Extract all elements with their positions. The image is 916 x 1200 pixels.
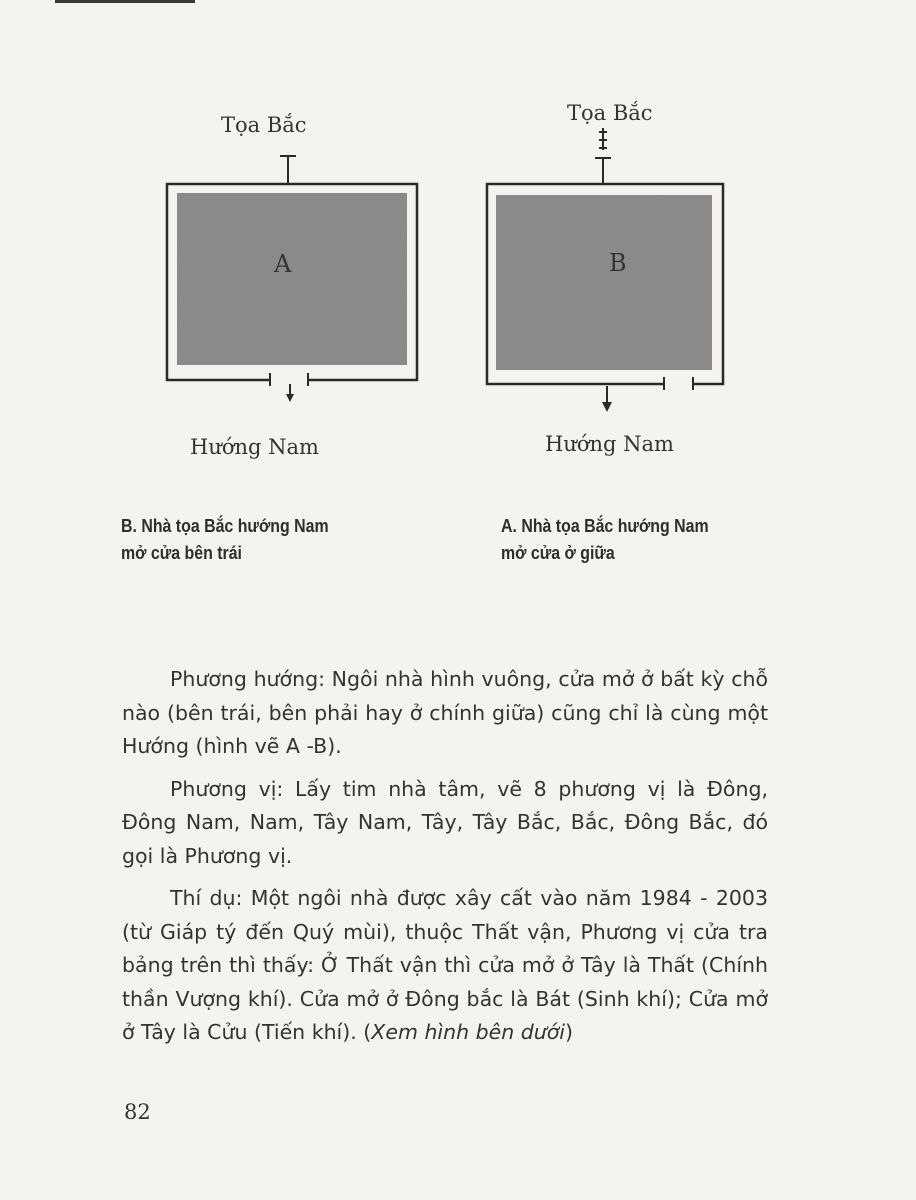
body-text — [122, 663, 768, 1059]
paragraph-phuong-vi: Phương vị: Lấy tim nhà tâm, vẽ 8 phương vị là Đông, Đông Nam, Nam, Tây Nam, Tây, Tây Bắc, Bắc, Đông Bắc, đó gọi là Phương vị. — [122, 776, 768, 868]
caption-left — [121, 512, 329, 566]
caption-right-line1: A. Nhà tọa Bắc hướng Nam — [501, 515, 709, 536]
label-left-huong-nam: Hướng Nam — [190, 435, 319, 459]
letter-a: A — [274, 250, 292, 278]
label-left-toa-bac: Tọa Bắc — [221, 113, 307, 137]
south-arrow-left — [286, 384, 294, 402]
paragraph-thi-du-text: Thí dụ: Một ngôi nhà được xây cất vào năm 1984 - 2003 (từ Giáp tý đến Quý mùi), thuộc Thất vận, Phương vị cửa tra bảng trên thì thấy: Ở Thất vận thì cửa mở ở Tây là Thất (Chính thần Vượng khí). Cửa mở ở Đông bắc là Bát (Sinh khí); Cửa mở ở Tây là Cửu (Tiến khí). ( — [122, 886, 768, 1044]
paragraph-thi-du-italic: Xem hình bên dưới — [371, 1020, 566, 1044]
north-marker-right — [595, 128, 611, 184]
south-arrow-right — [602, 386, 612, 412]
label-right-huong-nam: Hướng Nam — [545, 432, 674, 456]
page-number: 82 — [124, 1100, 151, 1124]
diagram-right — [487, 128, 723, 412]
caption-left-line1: B. Nhà tọa Bắc hướng Nam — [121, 515, 329, 536]
north-marker-left — [280, 156, 296, 184]
letter-b: B — [609, 249, 627, 277]
diagram-left — [167, 156, 417, 402]
caption-left-line2: mở cửa bên trái — [121, 542, 242, 563]
caption-right-line2: mở cửa ở giữa — [501, 542, 615, 563]
paragraph-thi-du-end: ) — [565, 1020, 574, 1044]
house-diagrams — [0, 0, 916, 480]
caption-right — [501, 512, 709, 566]
paragraph-thi-du — [122, 882, 768, 1050]
label-right-toa-bac: Tọa Bắc — [567, 101, 653, 125]
paragraph-phuong-huong: Phương hướng: Ngôi nhà hình vuông, cửa mở ở bất kỳ chỗ nào (bên trái, bên phải hay ở chính giữa) cũng chỉ là cùng một Hướng (hình vẽ A -B). — [122, 667, 768, 758]
